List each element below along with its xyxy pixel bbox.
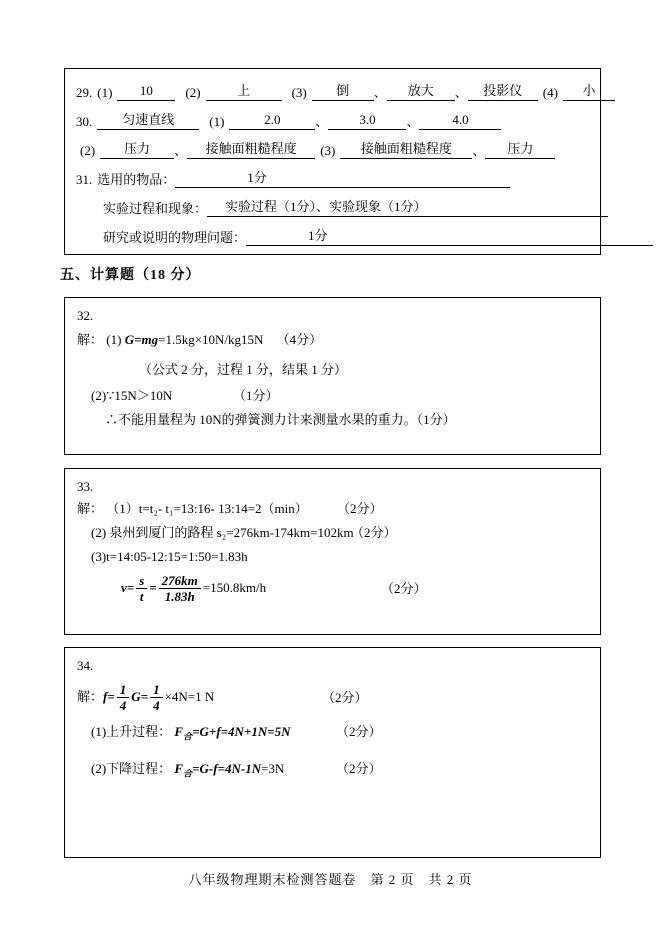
solution-line	[77, 500, 588, 518]
score-label: （2分）	[337, 501, 383, 516]
question-29-row	[76, 81, 596, 101]
grading-note: （公式 2 分，过程 1 分，结果 1 分）	[139, 362, 348, 377]
question-number	[77, 657, 588, 675]
formula-plain: ×4N=1 N	[164, 689, 215, 704]
part-label: (1)	[97, 85, 113, 100]
part-label: (3)	[320, 143, 336, 158]
conclusion-text: ∴不能用量程为 10N的弹簧测力计来测量水果的重力。（1分）	[105, 412, 456, 427]
question-number-text: 32.	[77, 308, 94, 323]
jie-label: 解：	[77, 332, 104, 347]
answer-blank: 压力	[100, 140, 174, 159]
solution-line	[91, 723, 588, 746]
solution-line	[139, 361, 588, 379]
answer-blank: 2.0	[229, 111, 315, 130]
question-number-text: 34.	[77, 658, 94, 673]
formula-bold: v=	[121, 580, 135, 595]
equals-sign: =	[149, 580, 157, 595]
separator: 、	[373, 85, 387, 100]
fraction-numerator: 1	[117, 682, 130, 698]
formula-expression: =G-f=4N-1N	[192, 760, 262, 776]
formula-expression: =G+f=4N+1N=5N	[192, 724, 291, 739]
fraction-numerator: s	[136, 573, 147, 589]
answer-blank: 投影仪	[468, 82, 538, 101]
process-label: (2)下降过程：	[91, 760, 172, 776]
force-symbol: F	[174, 760, 184, 776]
force-subscript: 合	[183, 768, 193, 779]
separator: 、	[315, 114, 329, 129]
calc-box-q34	[64, 647, 601, 858]
formula-bold: G=mg	[124, 332, 159, 347]
formula-bold	[174, 724, 291, 742]
score-label: （2分）	[351, 525, 397, 540]
fraction	[117, 682, 130, 713]
separator: 、	[406, 114, 420, 129]
part-label: (1)	[209, 114, 225, 129]
formula-plain: =150.8km/h	[202, 580, 267, 595]
fraction-numerator: 1	[150, 682, 163, 698]
fraction	[159, 573, 201, 604]
jie-label: 解：	[77, 501, 104, 516]
question-30-row-2	[80, 139, 590, 159]
answer-blank: 压力	[485, 140, 555, 159]
formula-plain: (2)∵15N＞10N	[91, 388, 173, 403]
formula-plain: =1.5kg×10N/kg15N	[158, 332, 264, 347]
fraction	[136, 573, 147, 604]
answer-blank: 放大	[387, 82, 455, 101]
answer-blank: 1分	[246, 227, 653, 246]
answer-blank: 小	[563, 82, 615, 101]
answer-blank: 4.0	[419, 111, 501, 130]
fraction-denominator: 4	[119, 697, 127, 713]
solution-line	[77, 331, 588, 349]
page-footer: 八年级物理期末检测答题卷 第 2 页 共 2 页	[188, 872, 473, 887]
formula-bold: f=	[103, 689, 115, 704]
calc-box-q33	[64, 468, 601, 635]
part-label: (1)	[106, 332, 122, 347]
answer-blank: 实验过程（1分）、实验现象（1分）	[207, 198, 608, 217]
force-symbol: F	[174, 724, 184, 739]
part-label: (2)	[185, 85, 201, 100]
part-label: (4)	[542, 85, 558, 100]
question-31-row-3	[103, 226, 590, 246]
part-label: (3)	[291, 85, 307, 100]
force-subscript: 合	[183, 731, 193, 742]
solution-line	[91, 524, 588, 542]
question-31-row-2	[103, 197, 590, 217]
section-title: 五、计算题（18 分）	[60, 268, 201, 283]
solution-line	[105, 411, 588, 429]
separator: 、	[472, 143, 486, 158]
solution-line	[77, 679, 588, 715]
fraction-numerator: 276km	[159, 573, 201, 589]
jie-label: 解：	[77, 689, 104, 704]
answer-blank: 1分	[175, 169, 510, 188]
fraction-denominator: 4	[153, 697, 160, 713]
field-label: 研究或说明的物理问题：	[103, 230, 247, 245]
formula-plain: (2) 泉州到厦门的路程 s₂=276km-174km=102km	[91, 525, 354, 540]
question-30-row	[76, 110, 590, 130]
fraction	[150, 682, 163, 713]
calc-box-q32	[64, 297, 601, 455]
answer-blank: 倒	[312, 82, 374, 101]
process-label: (1)上升过程：	[91, 724, 172, 739]
field-label: 选用的物品：	[97, 172, 176, 187]
answer-blank: 匀速直线	[97, 111, 199, 130]
answer-blank: 接触面粗糙程度	[340, 140, 472, 159]
score-label: （2分）	[336, 760, 382, 776]
question-number	[77, 478, 588, 496]
score-label: （1分）	[233, 388, 279, 403]
formula-bold: G=	[131, 689, 149, 704]
score-label: （2分）	[322, 690, 368, 705]
fraction-denominator: 1.83h	[164, 588, 195, 604]
score-label: （2分）	[336, 724, 382, 739]
question-31-row	[76, 168, 590, 188]
question-number: 31.	[76, 172, 93, 187]
solution-line	[91, 548, 588, 566]
separator: 、	[454, 85, 468, 100]
answer-blank: 10	[117, 82, 175, 101]
formula-plain: （1）t=t₂- t₁=13:16- 13:14=2（min）	[106, 501, 308, 516]
field-label: 实验过程和现象：	[103, 201, 208, 216]
separator: 、	[174, 143, 188, 158]
answer-blank: 3.0	[328, 111, 406, 130]
formula-plain: =3N	[261, 760, 285, 776]
question-number: 29.	[76, 85, 93, 100]
answer-blank: 接触面粗糙程度	[187, 140, 315, 159]
formula-plain: (3)t=14:05-12:15=1:50=1.83h	[91, 549, 248, 564]
question-number	[77, 307, 588, 325]
fraction-denominator: t	[139, 588, 144, 604]
formula-bold	[174, 760, 262, 779]
question-number: 30.	[76, 114, 93, 129]
solution-line	[91, 387, 588, 405]
part-label: (2)	[80, 143, 96, 158]
answer-blank: 上	[206, 82, 282, 101]
solution-line	[121, 570, 588, 606]
score-label: （4分）	[276, 332, 323, 347]
answer-box-q29-31	[64, 68, 601, 255]
score-label: （2分）	[381, 581, 427, 596]
solution-line	[91, 760, 588, 783]
question-number-text: 33.	[77, 479, 94, 494]
